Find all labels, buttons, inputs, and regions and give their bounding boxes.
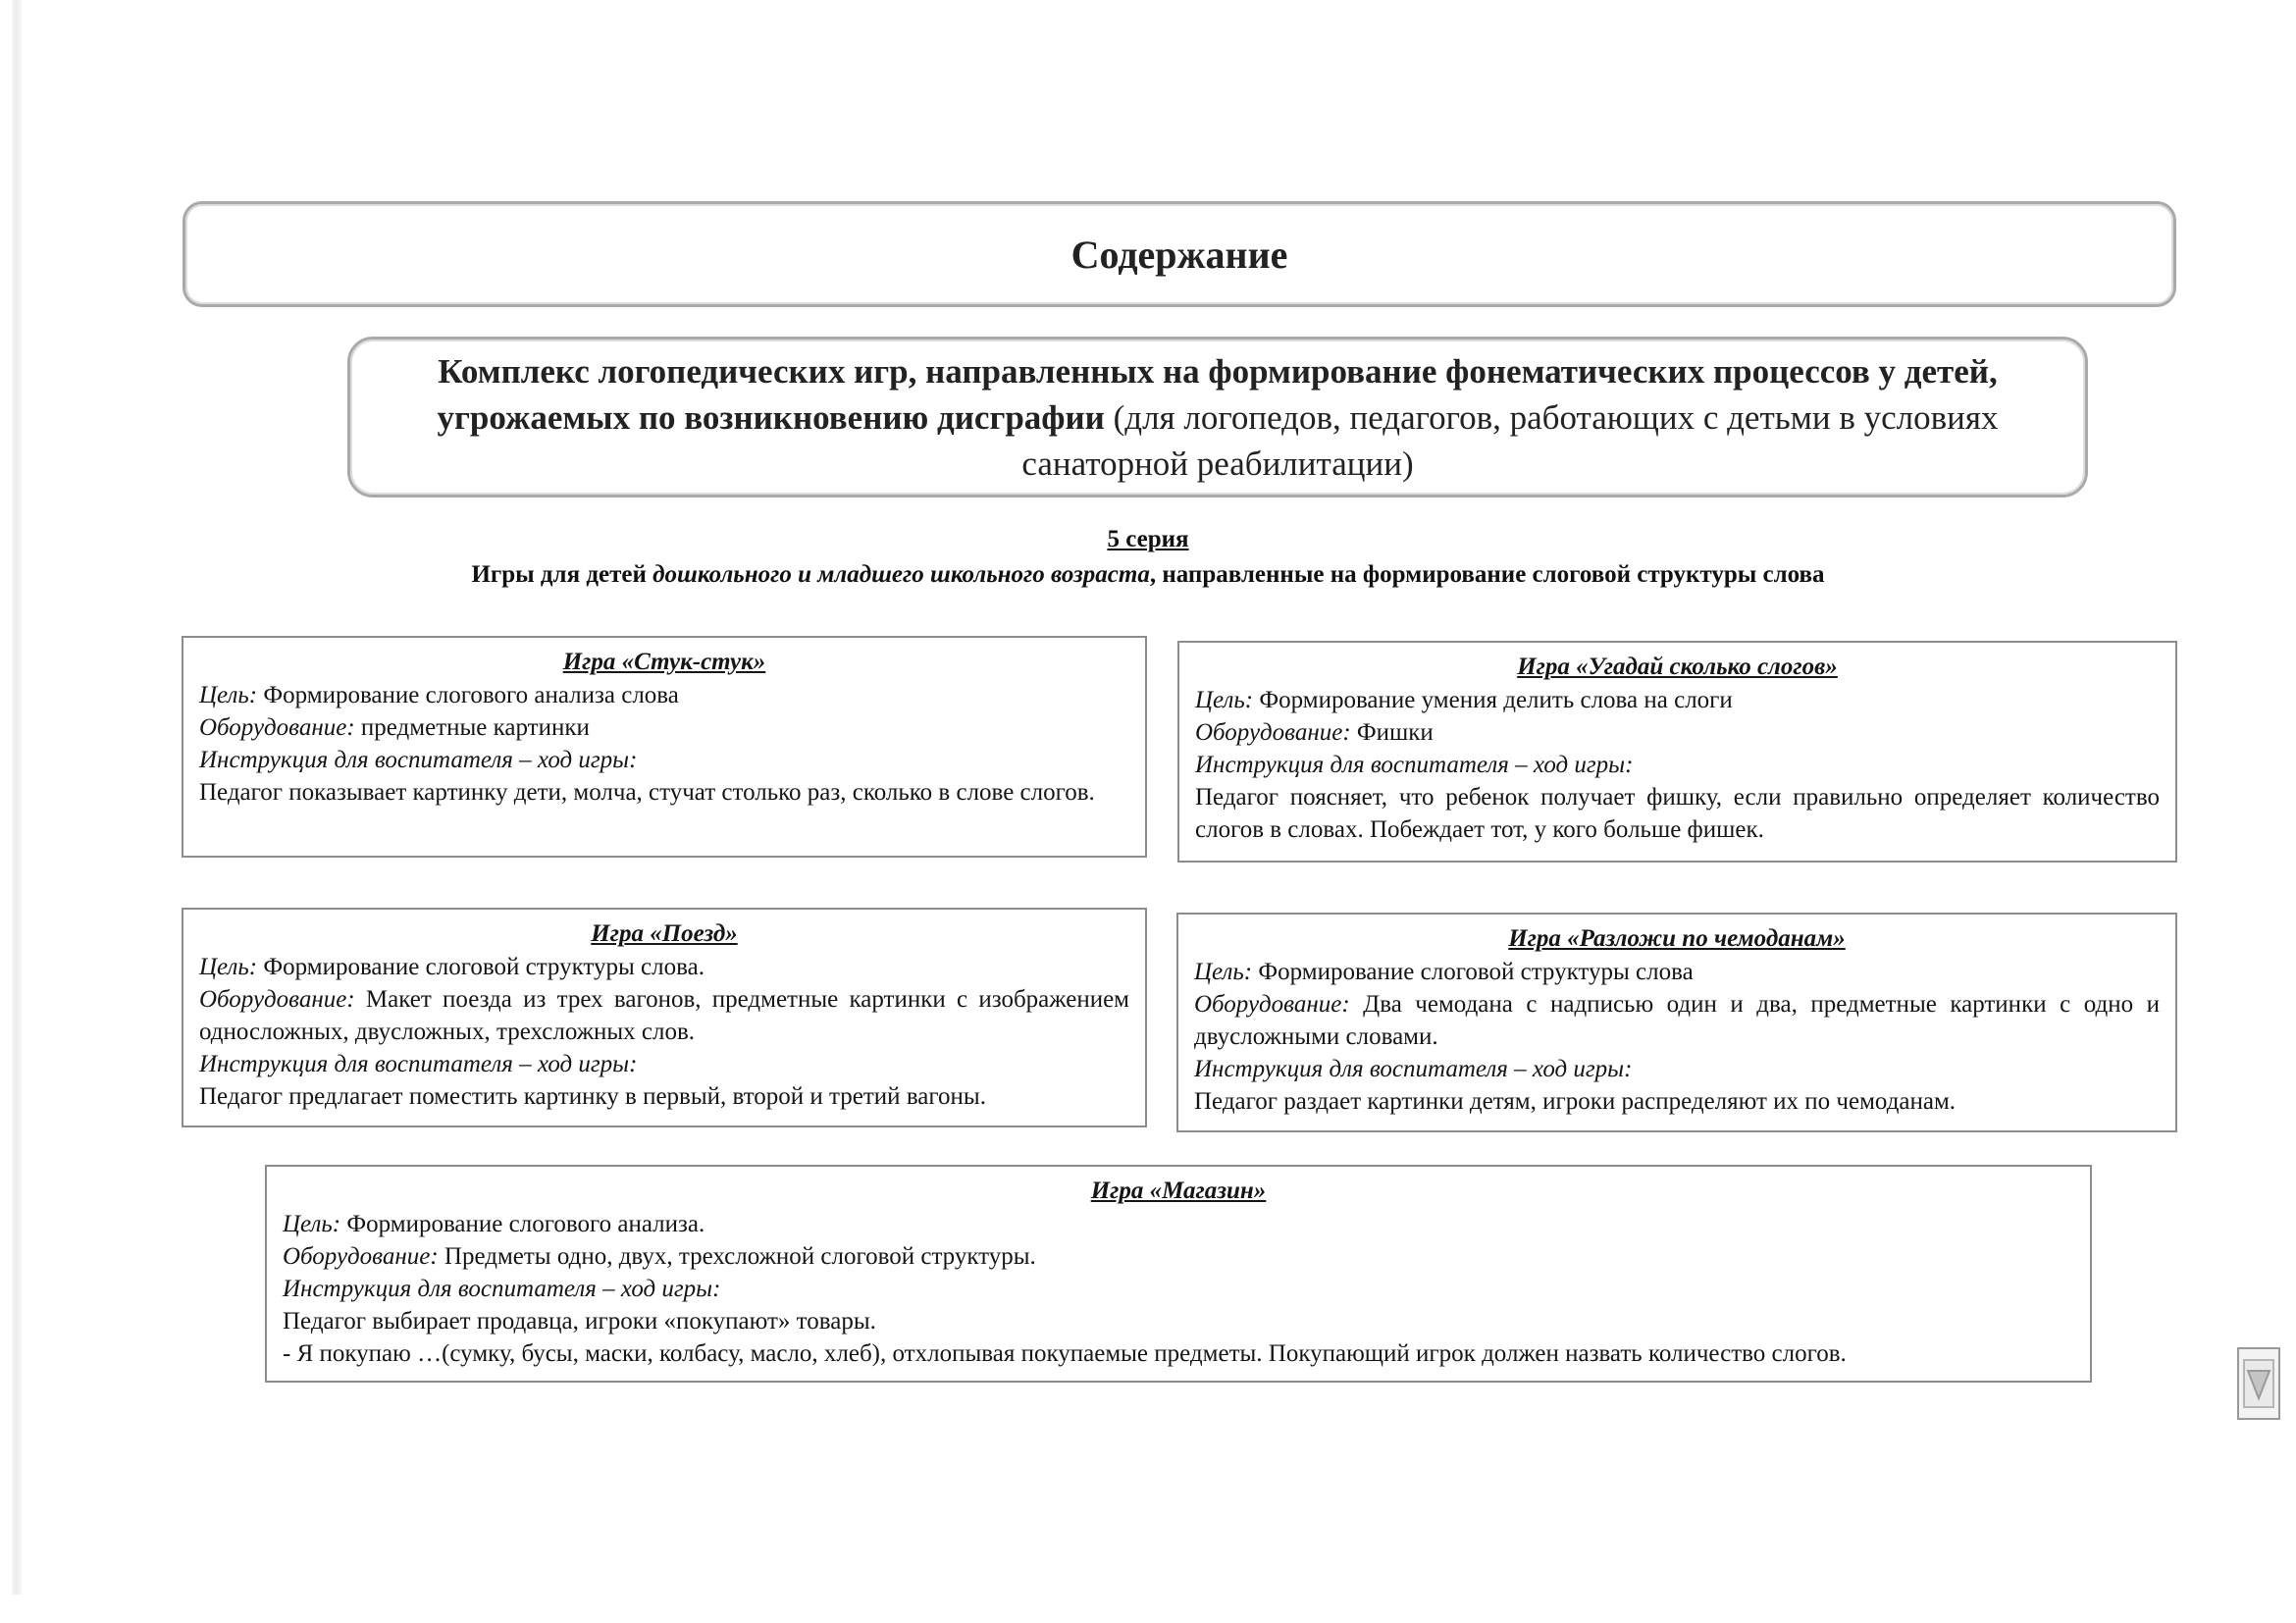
- game-goal: [1195, 684, 2160, 716]
- game-card-poezd: [182, 908, 1147, 1127]
- game-title: Игра «Угадай сколько слогов»: [1517, 654, 1838, 680]
- triangle-down-icon: [2243, 1359, 2274, 1408]
- goal-text: Формирование слоговой структуры слова.: [257, 954, 704, 980]
- goal-text: Формирование слогового анализа.: [340, 1211, 705, 1237]
- instruction-label: Инструкция для воспитателя – ход игры:: [283, 1276, 721, 1302]
- equipment-label: Оборудование:: [199, 714, 355, 741]
- game-goal: [283, 1208, 2074, 1240]
- equipment-text: Макет поезда из трех вагонов, предметные картинки с изображением односложных, двусложных, трехсложных слов.: [199, 986, 1129, 1045]
- game-card-razlozhi: [1176, 913, 2177, 1132]
- series-title-part2: дошкольного и младшего школьного возраста: [652, 561, 1150, 588]
- goal-label: Цель:: [199, 682, 258, 708]
- goal-text: Формирование умения делить слова на слоги: [1253, 687, 1733, 713]
- series-title-part1: Игры для детей: [471, 561, 653, 588]
- game-goal: [1194, 956, 2160, 988]
- equipment-label: Оборудование:: [1195, 719, 1351, 746]
- goal-text: Формирование слоговой структуры слова: [1252, 959, 1694, 985]
- instruction-text-1: Педагог выбирает продавца, игроки «покупают» товары.: [283, 1308, 876, 1335]
- series-title-part3: , направленные на формирование слоговой структуры слова: [1149, 561, 1825, 588]
- contents-header-box: [183, 201, 2176, 307]
- game-equipment: [199, 983, 1129, 1048]
- instruction-text-2: - Я покупаю …(сумку, бусы, маски, колбасу, масло, хлеб), отхлопывая покупаемые предметы. Покупающий игрок должен назвать количество слогов.: [283, 1340, 1847, 1367]
- instruction-text: Педагог предлагает поместить картинку в первый, второй и третий вагоны.: [199, 1083, 986, 1110]
- equipment-label: Оборудование:: [1194, 991, 1350, 1018]
- game-goal: [199, 679, 1129, 711]
- instruction-label: Инструкция для воспитателя – ход игры:: [1195, 752, 1634, 778]
- instruction-label: Инструкция для воспитателя – ход игры:: [199, 747, 638, 773]
- game-card-stuk: [182, 636, 1147, 858]
- game-equipment: [1195, 716, 2160, 749]
- series-title: [0, 561, 2296, 589]
- instruction-label: Инструкция для воспитателя – ход игры:: [1194, 1056, 1633, 1082]
- page-title: Содержание: [1070, 232, 1288, 277]
- game-title: Игра «Магазин»: [1090, 1178, 1267, 1204]
- goal-label: Цель:: [1195, 687, 1254, 713]
- game-title: Игра «Стук-стук»: [562, 649, 766, 675]
- game-title: Игра «Поезд»: [591, 920, 738, 947]
- complex-title: [390, 348, 2046, 487]
- equipment-label: Оборудование:: [199, 986, 355, 1013]
- game-title: Игра «Разложи по чемоданам»: [1508, 925, 1846, 952]
- goal-label: Цель:: [283, 1211, 341, 1237]
- instruction-text: Педагог поясняет, что ребенок получает фишку, если правильно определяет количество слогов в словах. Побеждает тот, у кого больше фишек.: [1195, 784, 2160, 843]
- game-equipment: [199, 711, 1129, 744]
- goal-text: Формирование слогового анализа слова: [257, 682, 679, 708]
- goal-label: Цель:: [199, 954, 258, 980]
- complex-title-bold: Комплекс логопедических игр, направленных на формирование фонематических процессов у детей, угрожаемых по возникновению дисграфии: [437, 351, 1998, 437]
- goal-label: Цель:: [1194, 959, 1253, 985]
- complex-title-normal: (для логопедов, педагогов, работающих с детьми в условиях санаторной реабилитации): [1021, 397, 1999, 483]
- complex-title-box: [347, 337, 2088, 497]
- game-card-ugadai: [1177, 641, 2177, 863]
- game-card-magazin: [265, 1165, 2092, 1383]
- game-equipment: [1194, 988, 2160, 1053]
- equipment-label: Оборудование:: [283, 1243, 439, 1270]
- equipment-text: Фишки: [1350, 719, 1434, 746]
- instruction-text: Педагог показывает картинку дети, молча, стучат столько раз, сколько в слове слогов.: [199, 779, 1095, 806]
- series-number: 5 серия: [1107, 526, 1189, 552]
- instruction-label: Инструкция для воспитателя – ход игры:: [199, 1051, 638, 1077]
- scroll-down-button[interactable]: [2237, 1347, 2280, 1420]
- instruction-text: Педагог раздает картинки детям, игроки распределяют их по чемоданам.: [1194, 1088, 1957, 1115]
- equipment-text: Два чемодана с надписью один и два, предметные картинки с одно и двусложными словами.: [1194, 991, 2160, 1050]
- scan-edge: [12, 0, 22, 1595]
- equipment-text: Предметы одно, двух, трехсложной слоговой структуры.: [438, 1243, 1036, 1270]
- equipment-text: предметные картинки: [354, 714, 590, 741]
- game-goal: [199, 951, 1129, 983]
- game-equipment: [283, 1240, 2074, 1273]
